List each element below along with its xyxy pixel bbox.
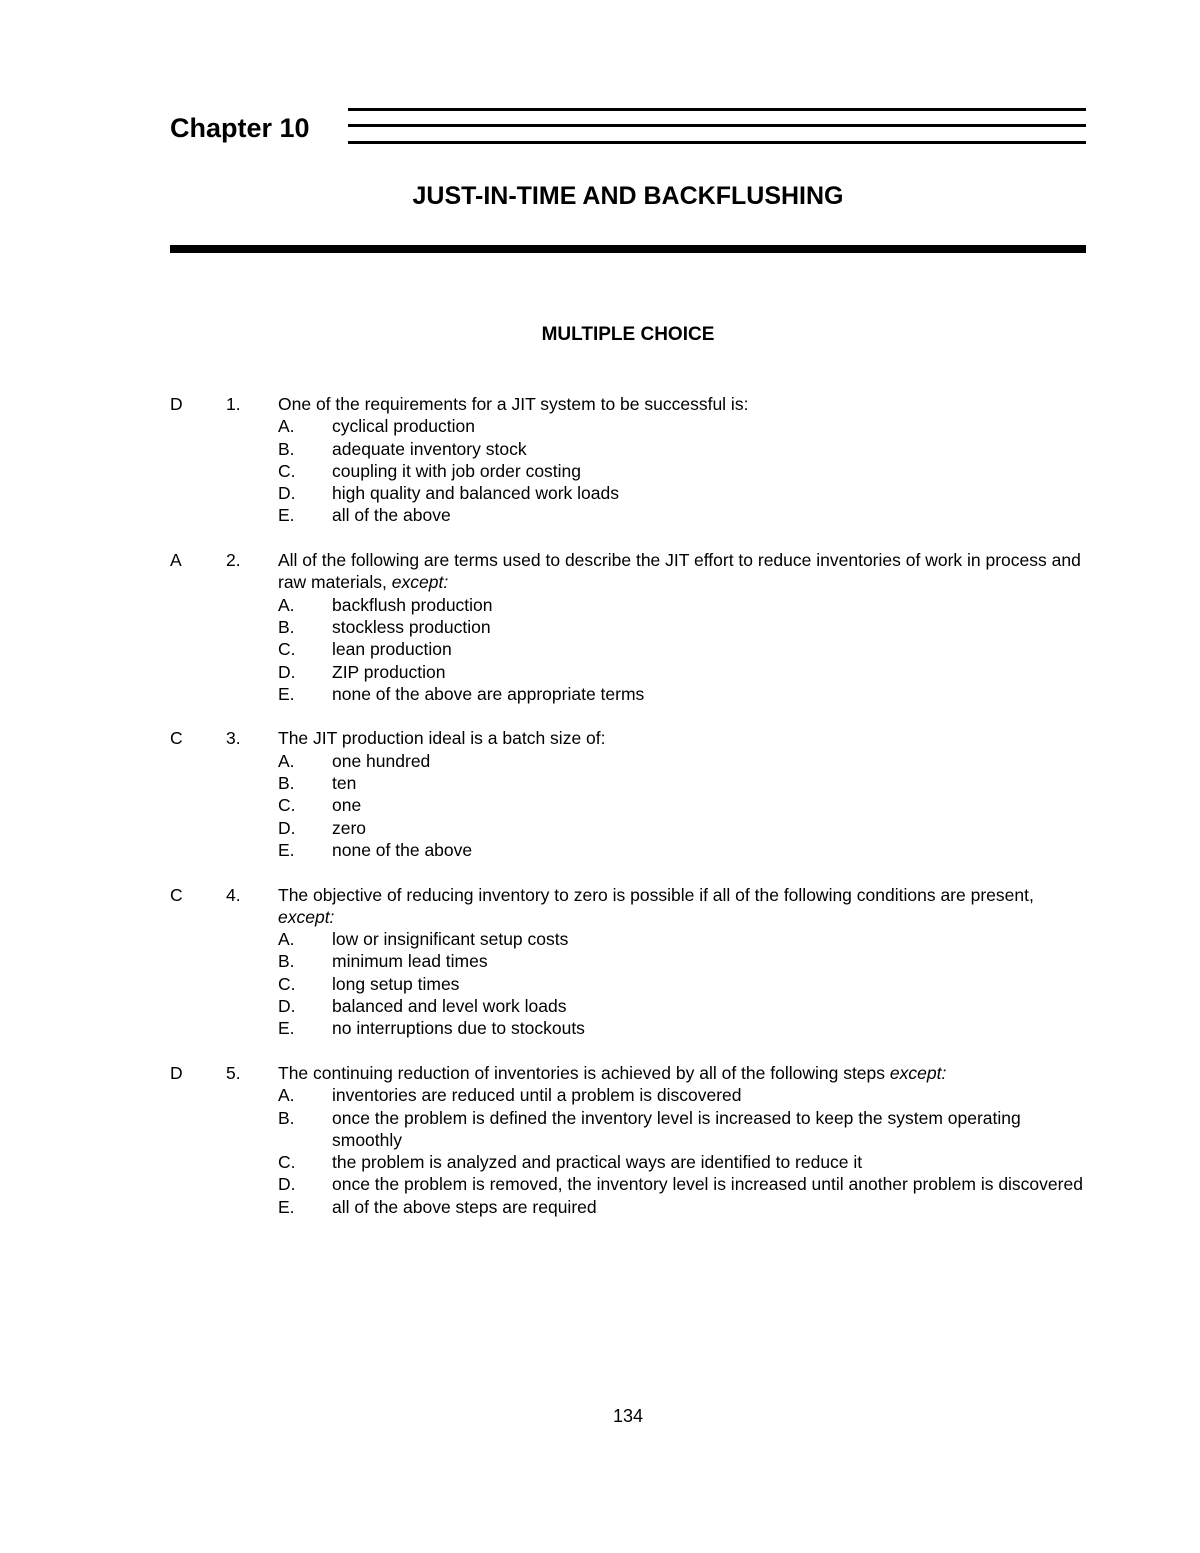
option-text: none of the above [332, 839, 473, 860]
answer-key: A [170, 550, 182, 571]
option-letter: A. [278, 416, 295, 437]
answer-key: C [170, 728, 183, 749]
question-stem-emphasis: except: [889, 1062, 947, 1083]
question-stem-line [170, 884, 1086, 929]
option-letter: A. [278, 1085, 295, 1106]
option-item [170, 1084, 1086, 1106]
question-stem-emphasis: except: [278, 906, 335, 927]
option-item [170, 638, 1086, 660]
option-text: one hundred [332, 750, 431, 771]
option-letter: C. [278, 639, 296, 660]
option-text: long setup times [332, 973, 460, 994]
option-text: ZIP production [332, 661, 446, 682]
option-letter: B. [278, 616, 295, 637]
option-text: lean production [332, 639, 452, 660]
question-stem-text: The objective of reducing inventory to zero is possible if all of the following conditions are present, [278, 884, 1034, 905]
option-text: high quality and balanced work loads [332, 483, 619, 504]
question-number: 5. [226, 1062, 241, 1083]
option-text: one [332, 795, 362, 816]
option-text: zero [332, 817, 367, 838]
question-stem-line [170, 393, 1086, 415]
option-text: all of the above [332, 505, 451, 526]
option-text: low or insignificant setup costs [332, 929, 569, 950]
option-letter: A. [278, 929, 295, 950]
answer-key: D [170, 1062, 183, 1083]
title-rule-thick [170, 245, 1086, 253]
option-letter: A. [278, 750, 295, 771]
option-item [170, 995, 1086, 1017]
option-item [170, 839, 1086, 861]
option-text: adequate inventory stock [332, 438, 527, 459]
option-item [170, 460, 1086, 482]
option-text: none of the above are appropriate terms [332, 683, 645, 704]
option-item [170, 750, 1086, 772]
question-stem-text: One of the requirements for a JIT system to be successful is: [278, 394, 749, 414]
option-item [170, 928, 1086, 950]
option-list [170, 594, 1086, 705]
option-item [170, 794, 1086, 816]
option-letter: C. [278, 460, 296, 481]
option-item [170, 1107, 1086, 1152]
option-letter: B. [278, 438, 295, 459]
option-letter: B. [278, 1107, 295, 1128]
option-text: once the problem is removed, the inventory level is increased until another problem is discovered [332, 1174, 1083, 1195]
option-letter: C. [278, 795, 296, 816]
option-letter: E. [278, 683, 295, 704]
option-item [170, 817, 1086, 839]
option-item [170, 482, 1086, 504]
option-item [170, 1173, 1086, 1195]
option-text: no interruptions due to stockouts [332, 1018, 585, 1039]
question-stem [278, 393, 1086, 415]
option-letter: B. [278, 773, 295, 794]
option-text: minimum lead times [332, 951, 488, 972]
question-number: 4. [226, 884, 241, 905]
option-item [170, 973, 1086, 995]
question-stem-line [170, 727, 1086, 749]
header-rule-middle [348, 124, 1086, 127]
option-list [170, 415, 1086, 526]
chapter-label: Chapter 10 [170, 113, 310, 143]
question-item [170, 393, 1086, 527]
answer-key: D [170, 394, 183, 414]
section-heading: MULTIPLE CHOICE [541, 324, 715, 345]
question-stem [278, 884, 1086, 929]
option-text: once the problem is defined the inventory level is increased to keep the system operating smoothly [332, 1107, 1021, 1150]
question-item [170, 884, 1086, 1040]
question-stem-text: All of the following are terms used to describe the JIT effort to reduce inventories of work in process and raw materials, [278, 550, 1081, 593]
option-item [170, 1196, 1086, 1218]
option-text: cyclical production [332, 416, 475, 437]
option-item [170, 415, 1086, 437]
option-list [170, 750, 1086, 861]
question-item [170, 549, 1086, 705]
option-letter: B. [278, 951, 295, 972]
option-letter: E. [278, 1196, 295, 1217]
header-rule-top [348, 108, 1086, 111]
option-letter: D. [278, 661, 296, 682]
page-number: 134 [612, 1406, 644, 1426]
option-item [170, 504, 1086, 526]
question-stem-text: The JIT production ideal is a batch size of: [278, 728, 606, 749]
option-letter: E. [278, 1018, 295, 1039]
question-stem [278, 1062, 1086, 1084]
question-item [170, 1062, 1086, 1218]
question-number: 3. [226, 728, 241, 749]
option-text: coupling it with job order costing [332, 460, 582, 481]
option-letter: D. [278, 1174, 296, 1195]
chapter-title: JUST-IN-TIME AND BACKFLUSHING [412, 182, 844, 210]
option-item [170, 1017, 1086, 1039]
option-item [170, 594, 1086, 616]
option-letter: D. [278, 996, 296, 1017]
option-letter: E. [278, 505, 295, 526]
option-letter: E. [278, 839, 295, 860]
option-text: backflush production [332, 594, 493, 615]
option-letter: C. [278, 973, 296, 994]
option-letter: D. [278, 817, 296, 838]
option-text: balanced and level work loads [332, 996, 567, 1017]
option-item [170, 950, 1086, 972]
option-item [170, 683, 1086, 705]
question-stem-line [170, 1062, 1086, 1084]
question-stem-text: The continuing reduction of inventories is achieved by all of the following steps [278, 1062, 890, 1083]
question-stem [278, 727, 1086, 749]
question-list [170, 393, 1086, 1240]
question-stem [278, 549, 1086, 594]
question-stem-emphasis: except: [391, 572, 449, 593]
option-letter: D. [278, 483, 296, 504]
option-text: all of the above steps are required [332, 1196, 597, 1217]
option-list [170, 1084, 1086, 1218]
option-item [170, 1151, 1086, 1173]
option-text: stockless production [332, 616, 491, 637]
option-text: inventories are reduced until a problem is discovered [332, 1085, 742, 1106]
option-item [170, 772, 1086, 794]
answer-key: C [170, 884, 183, 905]
question-number: 2. [226, 550, 241, 571]
question-item [170, 727, 1086, 861]
question-stem-line [170, 549, 1086, 594]
header-rule-bottom [348, 141, 1086, 144]
option-text: ten [332, 773, 357, 794]
option-list [170, 928, 1086, 1039]
option-text: the problem is analyzed and practical ways are identified to reduce it [332, 1152, 863, 1173]
option-letter: A. [278, 594, 295, 615]
question-number: 1. [226, 394, 241, 414]
option-letter: C. [278, 1152, 296, 1173]
option-item [170, 661, 1086, 683]
option-item [170, 616, 1086, 638]
option-item [170, 438, 1086, 460]
